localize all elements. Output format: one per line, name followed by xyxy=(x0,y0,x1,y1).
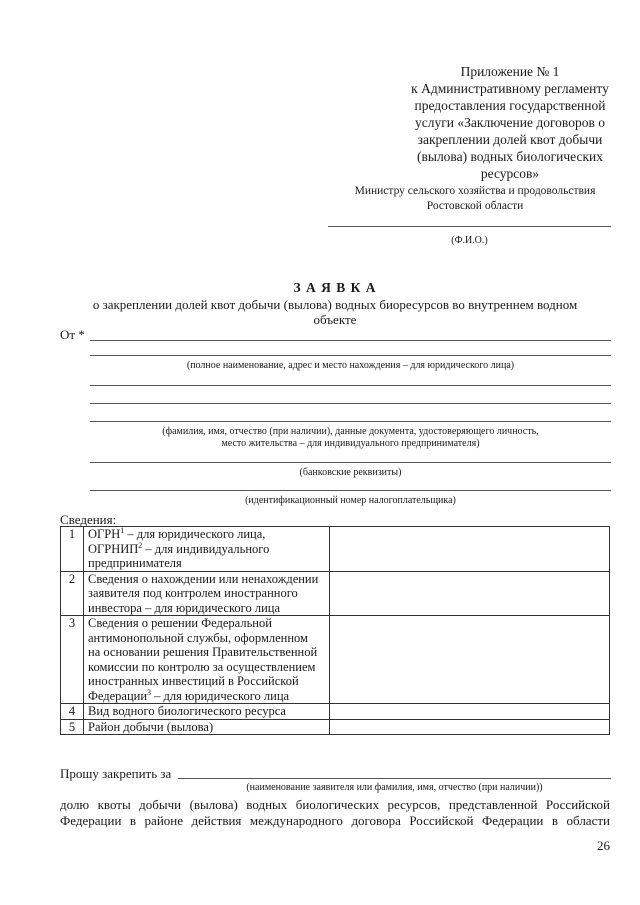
document-subtitle-2: объекте xyxy=(313,312,357,327)
row-text-line: на основании решения Правительственной xyxy=(88,645,318,659)
row-value-cell[interactable] xyxy=(330,571,610,616)
row-text-line: иностранных инвестиций в Российской xyxy=(88,674,299,688)
document-title: З А Я В К А xyxy=(293,280,377,295)
from-input-line-1[interactable] xyxy=(90,340,611,341)
row-value-cell[interactable] xyxy=(330,704,610,720)
page-number: 26 xyxy=(597,838,610,853)
fio-line[interactable] xyxy=(328,226,611,227)
row-number: 3 xyxy=(61,616,84,704)
row-value-cell[interactable] xyxy=(330,616,610,704)
row-value-cell[interactable] xyxy=(330,719,610,735)
appendix-line: ресурсов» xyxy=(480,166,540,181)
ogrn-label: ОГРН xyxy=(88,527,121,541)
from-input-line-3[interactable] xyxy=(90,385,611,386)
footnote-ref: 3 xyxy=(147,687,152,697)
footnote-ref: 1 xyxy=(120,526,125,535)
appendix-line: закреплении долей квот добычи xyxy=(417,132,603,147)
row-description: Район добычи (вылова) xyxy=(84,719,330,735)
row-text-line: заявителя под контролем иностранного xyxy=(88,586,298,600)
request-text-1: долю квоты добычи (вылова) водных биологических ресурсов, представленной Российской xyxy=(60,797,610,812)
addressee-line-1: Министру сельского хозяйства и продовольствия xyxy=(354,185,596,197)
row-text-line: антимонопольной службы, оформленном xyxy=(88,630,308,645)
appendix-line: услуги «Заключение договоров о xyxy=(415,115,605,130)
from-input-line-2[interactable] xyxy=(90,355,611,356)
row-description: Вид водного биологического ресурса xyxy=(84,704,330,720)
footnote-ref: 2 xyxy=(138,540,143,550)
document-subtitle-1: о закреплении долей квот добычи (вылова) водных биоресурсов во внутреннем водном xyxy=(92,297,578,312)
row-description xyxy=(84,571,330,616)
appendix-line: (вылова) водных биологических xyxy=(417,149,603,164)
caption-entrepreneur-1: (фамилия, имя, отчество (при наличии), данные документа, удостоверяющего личность, xyxy=(162,426,539,437)
appendix-block xyxy=(385,63,635,182)
row-number: 4 xyxy=(61,704,84,720)
table-row xyxy=(61,571,610,616)
table-row xyxy=(61,704,610,720)
ogrnip-text-2: предпринимателя xyxy=(88,556,182,570)
table-row xyxy=(61,616,610,704)
bank-details-line[interactable] xyxy=(90,462,611,463)
appendix-line: предоставления государственной xyxy=(414,98,606,113)
request-applicant-line[interactable] xyxy=(178,778,611,779)
request-caption: (наименование заявителя или фамилия, имя, отчество (при наличии)) xyxy=(246,782,543,793)
row-number: 1 xyxy=(61,527,84,572)
caption-inn: (идентификационный номер налогоплательщика) xyxy=(245,495,456,506)
row-text-line: – для юридического лица xyxy=(151,688,290,703)
table-row xyxy=(61,527,610,572)
addressee-block xyxy=(320,184,630,214)
appendix-line: к Административному регламенту xyxy=(411,81,609,96)
ogrnip-text: – для индивидуального xyxy=(142,541,270,556)
row-value-cell[interactable] xyxy=(330,527,610,572)
row-text-line: Сведения о нахождении или ненахождении xyxy=(88,571,319,586)
svedeniya-label: Сведения: xyxy=(60,512,117,527)
from-input-line-5[interactable] xyxy=(90,421,611,422)
caption-legal-entity: (полное наименование, адрес и место нахождения – для юридического лица) xyxy=(186,360,515,371)
caption-bank-details: (банковские реквизиты) xyxy=(299,467,402,478)
table-row xyxy=(61,719,610,735)
row-text-line: комиссии по контролю за осуществлением xyxy=(88,659,316,674)
fio-caption: (Ф.И.О.) xyxy=(451,235,488,246)
row-description xyxy=(84,527,330,572)
addressee-line-2: Ростовской области xyxy=(426,200,524,212)
appendix-line: Приложение № 1 xyxy=(460,64,560,79)
info-table xyxy=(60,526,610,735)
row-number: 2 xyxy=(61,571,84,616)
request-label: Прошу закрепить за xyxy=(60,766,172,781)
caption-entrepreneur-2: место жительства – для индивидуального предпринимателя) xyxy=(221,438,480,449)
row-text-line: Сведения о решении Федеральной xyxy=(88,616,272,630)
from-input-line-4[interactable] xyxy=(90,403,611,404)
request-text-2: Федерации в районе действия международного договора Российской Федерации в области xyxy=(60,813,610,828)
row-description xyxy=(84,616,330,704)
row-number: 5 xyxy=(61,719,84,735)
ogrn-text: – для юридического лица, xyxy=(124,527,266,541)
from-label: От * xyxy=(60,327,85,342)
row-text-line: Федерации xyxy=(88,688,148,703)
inn-line[interactable] xyxy=(90,490,611,491)
ogrnip-label: ОГРНИП xyxy=(88,541,139,556)
row-text-line: инвестора – для юридического лица xyxy=(88,600,280,615)
